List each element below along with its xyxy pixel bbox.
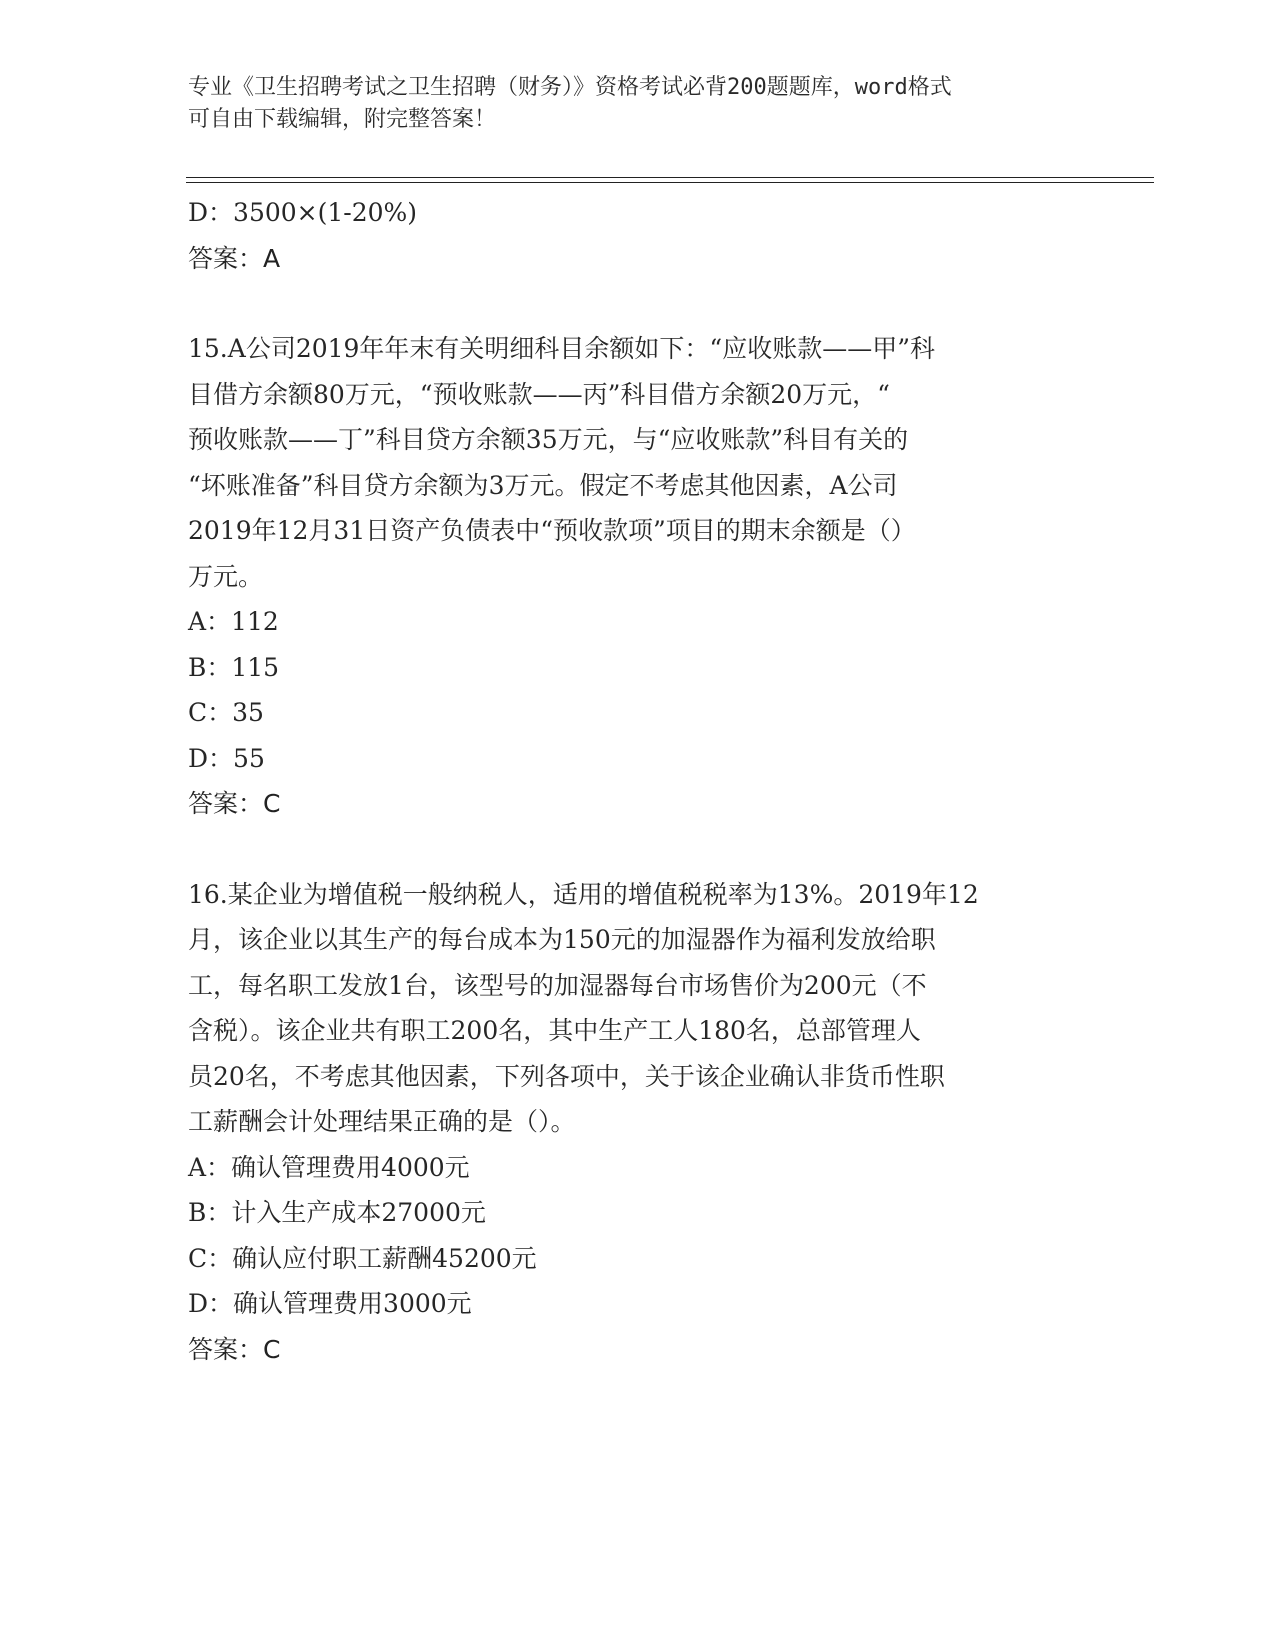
question-stem-line: 月，该企业以其生产的每台成本为150元的加湿器作为福利发放给职 — [188, 925, 936, 954]
question-15 — [188, 326, 1088, 827]
option-d: D：55 — [188, 743, 265, 773]
question-stem-line: 万元。 — [188, 561, 264, 591]
question-stem-line: 工薪酬会计处理结果正确的是（）。 — [188, 1107, 576, 1136]
question-stem-line: 2019年12月31日资产负债表中“预收款项”项目的期末余额是（） — [188, 516, 916, 545]
previous-question — [188, 190, 1088, 281]
option-b: B：115 — [188, 652, 280, 682]
header-divider — [186, 177, 1154, 178]
option-b: B：计入生产成本27000元 — [188, 1198, 486, 1227]
option-d: D：3500×(1-20%) — [188, 198, 418, 227]
header-line: 专业《卫生招聘考试之卫生招聘（财务）》资格考试必背200题题库，word格式 — [188, 75, 952, 100]
page-header — [188, 72, 1088, 136]
question-16 — [188, 872, 1088, 1373]
option-a: A：确认管理费用4000元 — [188, 1152, 470, 1182]
option-a: A：112 — [188, 607, 279, 636]
question-stem-line: 16.某企业为增值税一般纳税人，适用的增值税税率为13%。2019年12 — [188, 879, 979, 909]
option-c: C：确认应付职工薪酬45200元 — [188, 1243, 537, 1273]
question-stem-line: 目借方余额80万元，“预收账款——丙”科目借方余额20万元，“ — [188, 379, 890, 409]
header-line: 可自由下载编辑，附完整答案！ — [188, 107, 497, 132]
question-stem-line: 工，每名职工发放1台，该型号的加湿器每台市场售价为200元（不 — [188, 970, 927, 1000]
question-stem-line: 含税）。该企业共有职工200名，其中生产工人180名，总部管理人 — [188, 1016, 921, 1045]
question-stem-line: 15.A公司2019年年末有关明细科目余额如下：“应收账款——甲”科 — [188, 334, 935, 363]
question-stem-line: 预收账款——丁”科目贷方余额35万元，与“应收账款”科目有关的 — [188, 425, 909, 454]
option-d: D：确认管理费用3000元 — [188, 1289, 472, 1318]
option-c: C：35 — [188, 698, 264, 727]
question-stem-line: “坏账准备”科目贷方余额为3万元。假定不考虑其他因素，A公司 — [188, 470, 898, 500]
answer-line: 答案：A — [188, 243, 281, 273]
header-divider — [186, 182, 1154, 183]
answer-line: 答案：C — [188, 789, 281, 818]
question-stem-line: 员20名，不考虑其他因素，下列各项中，关于该企业确认非货币性职 — [188, 1061, 945, 1091]
answer-line: 答案：C — [188, 1334, 281, 1364]
document-body — [188, 190, 1088, 1372]
